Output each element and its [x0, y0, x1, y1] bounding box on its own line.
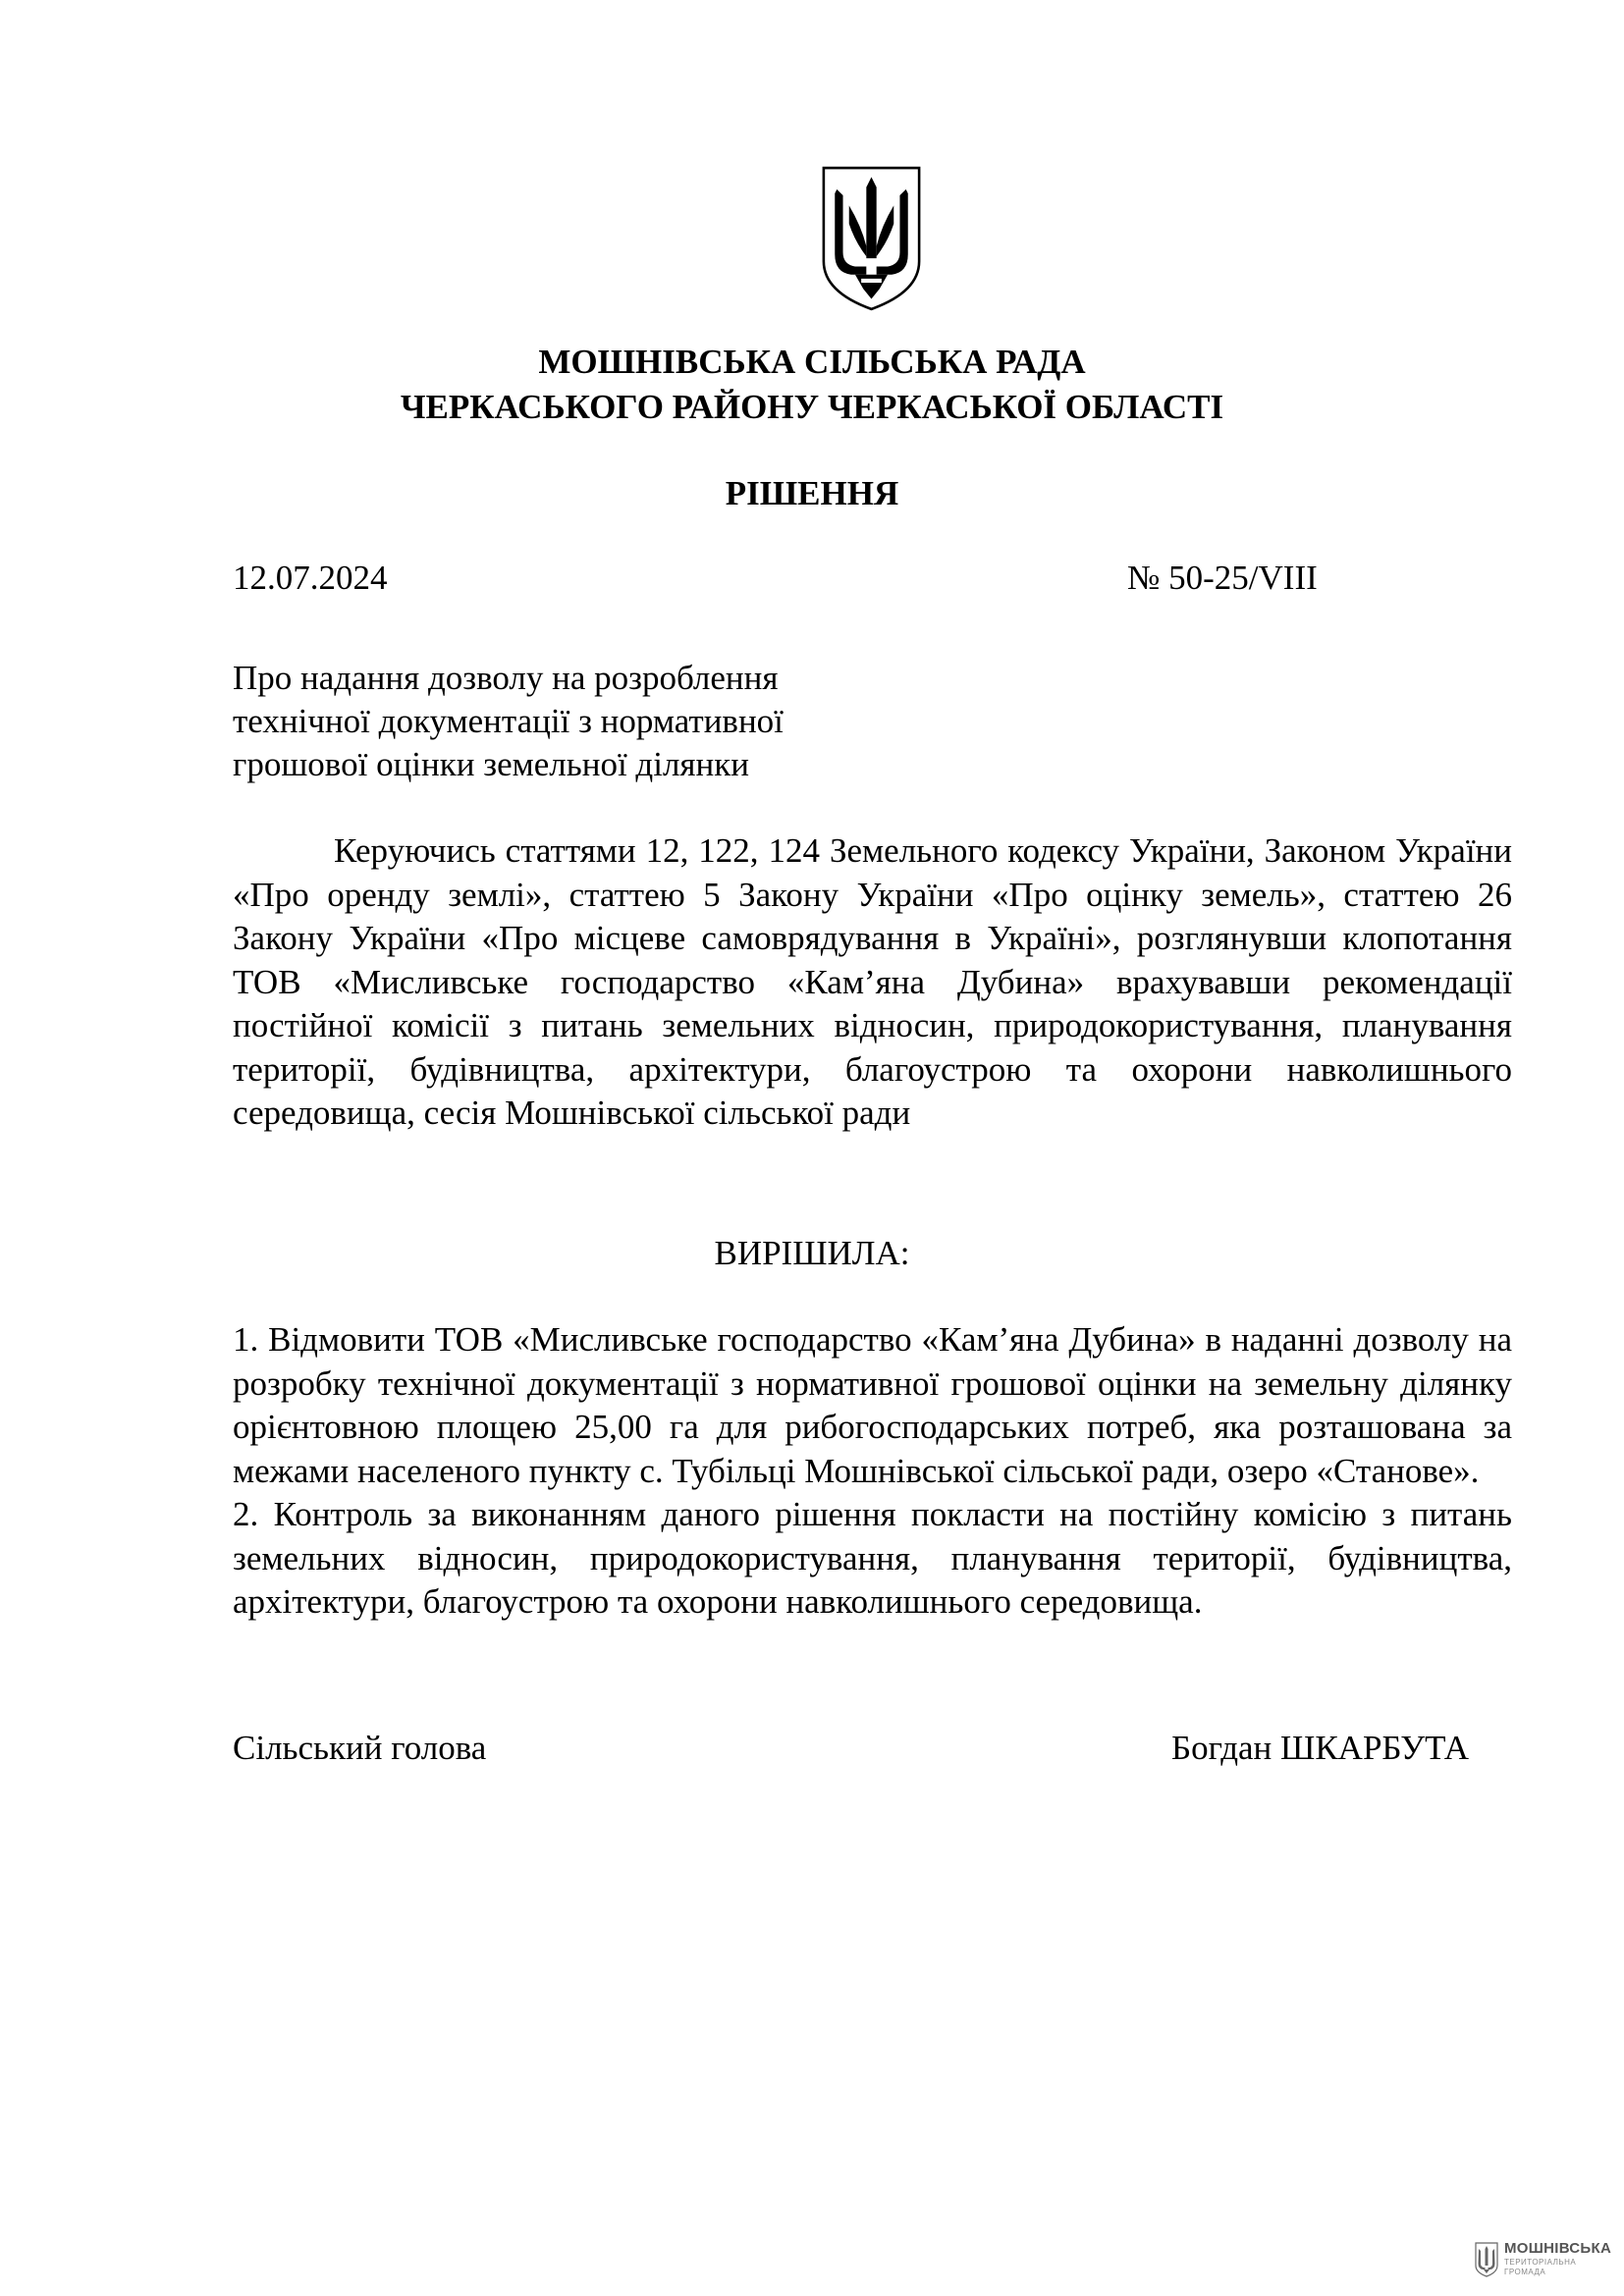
- signatory-role: Сільський голова: [233, 1729, 487, 1767]
- org-name-line-1: МОШНІВСЬКА СІЛЬСЬКА РАДА: [538, 343, 1086, 381]
- org-name-line-2: ЧЕРКАСЬКОГО РАЙОНУ ЧЕРКАСЬКОЇ ОБЛАСТІ: [400, 388, 1224, 426]
- decision-number: № 50-25/VIII: [1127, 559, 1318, 597]
- trident-logo-icon: [1475, 2242, 1498, 2277]
- decision-date: 12.07.2024: [233, 559, 388, 597]
- logo-subtitle-1: ТЕРИТОРІАЛЬНА: [1504, 2258, 1577, 2267]
- subject-line: технічної документації з нормативної: [233, 702, 784, 740]
- decision-item-2: 2. Контроль за виконанням даного рішення покласти на постійну комісію з питань земельних відносин, природокористування, планування території, будівництва, архітектури, благоустрою та охорони навколишнього середовища.: [233, 1495, 1512, 1621]
- decision-items: [233, 1318, 1512, 1625]
- signatory-name: Богдан ШКАРБУТА: [1171, 1729, 1469, 1767]
- preamble-paragraph: Керуючись статтями 12, 122, 124 Земельного кодексу України, Законом України «Про оренду землі», статтею 5 Закону України «Про оцінку земель», статтею 26 Закону України «Про місцеве самоврядування в Україні», розглянувши клопотання ТОВ «Мисливське господарство «Кам’яна Дубина» врахувавши рекомендації постійної комісії з питань земельних відносин, природокористування, планування території, будівництва, архітектури, благоустрою та охорони навколишнього середовища, сесія Мошнівської сільської ради: [233, 831, 1512, 1132]
- decision-item-1: 1. Відмовити ТОВ «Мисливське господарство «Кам’яна Дубина» в наданні дозволу на розробку технічної документації з нормативної грошової оцінки на земельну ділянку орієнтовною площею 25,00 га для рибогосподарських потреб, яка розташована за межами населеного пункту с. Тубільці Мошнівської сільської ради, озеро «Станове».: [233, 1320, 1512, 1490]
- subject-line: Про надання дозволу на розроблення: [233, 659, 779, 697]
- subject-line: грошової оцінки земельної ділянки: [233, 745, 749, 783]
- ukraine-trident-icon: [820, 165, 923, 312]
- document-type-title: РІШЕННЯ: [725, 474, 899, 512]
- logo-name: МОШНІВСЬКА: [1504, 2240, 1612, 2257]
- logo-subtitle-2: ГРОМАДА: [1504, 2268, 1546, 2276]
- decision-subject: [233, 657, 920, 786]
- resolved-heading: ВИРІШИЛА:: [714, 1234, 910, 1272]
- community-logo: [1475, 2238, 1622, 2285]
